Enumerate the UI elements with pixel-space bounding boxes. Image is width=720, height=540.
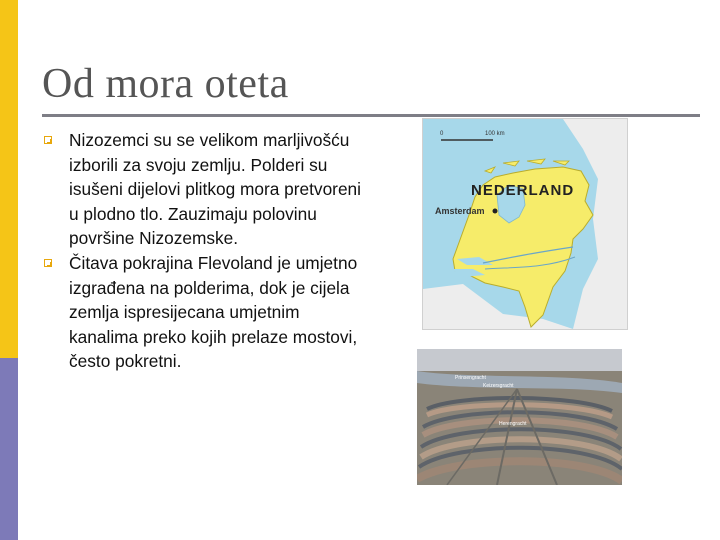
bullet-item — [40, 128, 370, 251]
accent-bar-purple — [0, 358, 18, 540]
netherlands-map-image — [422, 118, 628, 330]
scale-label-end: 100 km — [485, 131, 505, 137]
slide-title: Od mora oteta — [42, 61, 289, 107]
scale-label-zero: 0 — [440, 131, 444, 137]
canal-label: Prinsengracht — [455, 375, 486, 381]
bullet-text: Čitava pokrajina Flevoland je umjetno izgrađena na polderima, dok je cijela zemlja ispresijecana umjetnim kanalima preko kojih prelaze mostovi, često pokretni. — [69, 252, 358, 372]
canal-label: Herengracht — [499, 421, 527, 427]
bullet-square-icon — [44, 259, 52, 267]
bullet-item — [40, 251, 370, 374]
bullet-square-icon — [44, 136, 52, 144]
accent-bar-yellow — [0, 0, 18, 358]
bullet-text: Nizozemci su se velikom marljivošću izborili za svoju zemlju. Polderi su isušeni dijelovi plitkog mora pretvoreni u plodno tlo. Zauzimaju polovinu površine Nizozemske. — [69, 130, 362, 249]
amsterdam-canals-aerial-photo — [417, 349, 622, 485]
bullet-list — [40, 128, 370, 374]
map-city-label: Amsterdam — [435, 206, 485, 216]
map-country-label: NEDERLAND — [471, 182, 575, 199]
title-divider — [42, 114, 700, 117]
canal-label: Keizersgracht — [483, 383, 514, 389]
